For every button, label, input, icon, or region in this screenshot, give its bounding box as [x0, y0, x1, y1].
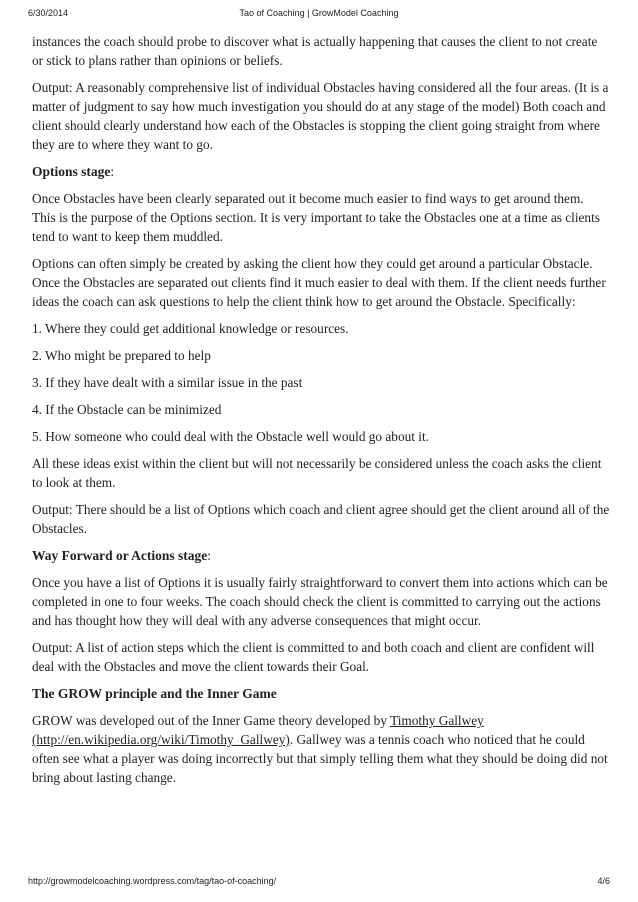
heading-options-stage — [32, 162, 610, 181]
paragraph-grow — [32, 711, 610, 787]
paragraph-way-forward: Once you have a list of Options it is usually fairly straightforward to convert them into actions which can be completed in one to four weeks. The coach should check the client is committed to carrying out the actions and has thought how they will deal with any adverse consequences that might occur. — [32, 575, 608, 628]
paragraph-obstacles-output: Output: A reasonably comprehensive list of individual Obstacles having considered all the four areas. (It is a matter of judgment to say how much investigation you should do at any stage of the model) Both coach and client should clearly understand how each of the Obstacles is stopping the client going straight from where they are to where they want to go. — [32, 80, 609, 152]
list-item-3: 3. If they have dealt with a similar issue in the past — [32, 375, 303, 390]
print-url: http://growmodelcoaching.wordpress.com/tag/tao-of-coaching/ — [28, 876, 277, 886]
grow-text-after-link: . Gallwey was a tennis coach who noticed that he could often see what a player was doing incorrectly but that simply telling them what they should be doing did not bring about lasting change. — [32, 732, 608, 785]
list-item-1: 1. Where they could get additional knowledge or resources. — [32, 321, 349, 336]
heading-way-forward-text: Way Forward or Actions stage — [32, 548, 208, 563]
article-body — [32, 32, 610, 795]
paragraph-options-2: Options can often simply be created by asking the client how they could get around a particular Obstacle. Once the Obstacles are separated out clients find it much easier to deal with them. If the client needs further ideas the coach can ask questions to help the client think how to get around the Obstacle. Specifically: — [32, 256, 606, 309]
print-header — [28, 8, 610, 22]
print-footer — [28, 876, 610, 890]
list-item-2: 2. Who might be prepared to help — [32, 348, 211, 363]
paragraph-intro: instances the coach should probe to discover what is actually happening that causes the client to not create or stick to plans rather than opinions or beliefs. — [32, 34, 598, 68]
page-number: 4/6 — [597, 876, 610, 886]
paragraph-way-forward-output: Output: A list of action steps which the client is committed to and both coach and client are confident will deal with the Obstacles and move the client towards their Goal. — [32, 640, 595, 674]
paragraph-options-3: All these ideas exist within the client but will not necessarily be considered unless the coach asks the client to look at them. — [32, 456, 602, 490]
paragraph-options-1: Once Obstacles have been clearly separated out it become much easier to find ways to get around them. This is the purpose of the Options section. It is very important to take the Obstacles one at a time as clients tend to want to keep them muddled. — [32, 191, 600, 244]
grow-text-before-link: GROW was developed out of the Inner Game theory developed by — [32, 713, 391, 728]
gallwey-wikipedia-link[interactable]: Timothy Gallwey (http://en.wikipedia.org/wiki/Timothy_Gallwey) — [32, 713, 484, 747]
list-item-5: 5. How someone who could deal with the Obstacle well would go about it. — [32, 429, 429, 444]
heading-way-forward-colon: : — [207, 548, 212, 563]
list-item-4: 4. If the Obstacle can be minimized — [32, 402, 222, 417]
print-date: 6/30/2014 — [28, 8, 69, 18]
heading-way-forward — [32, 546, 610, 565]
heading-options-colon: : — [110, 164, 115, 179]
heading-options-text: Options stage — [32, 164, 111, 179]
heading-grow-principle: The GROW principle and the Inner Game — [32, 686, 277, 701]
print-title: Tao of Coaching | GrowModel Coaching — [239, 8, 399, 18]
paragraph-options-output: Output: There should be a list of Options which coach and client agree should get the client around all of the Obstacles. — [32, 502, 610, 536]
